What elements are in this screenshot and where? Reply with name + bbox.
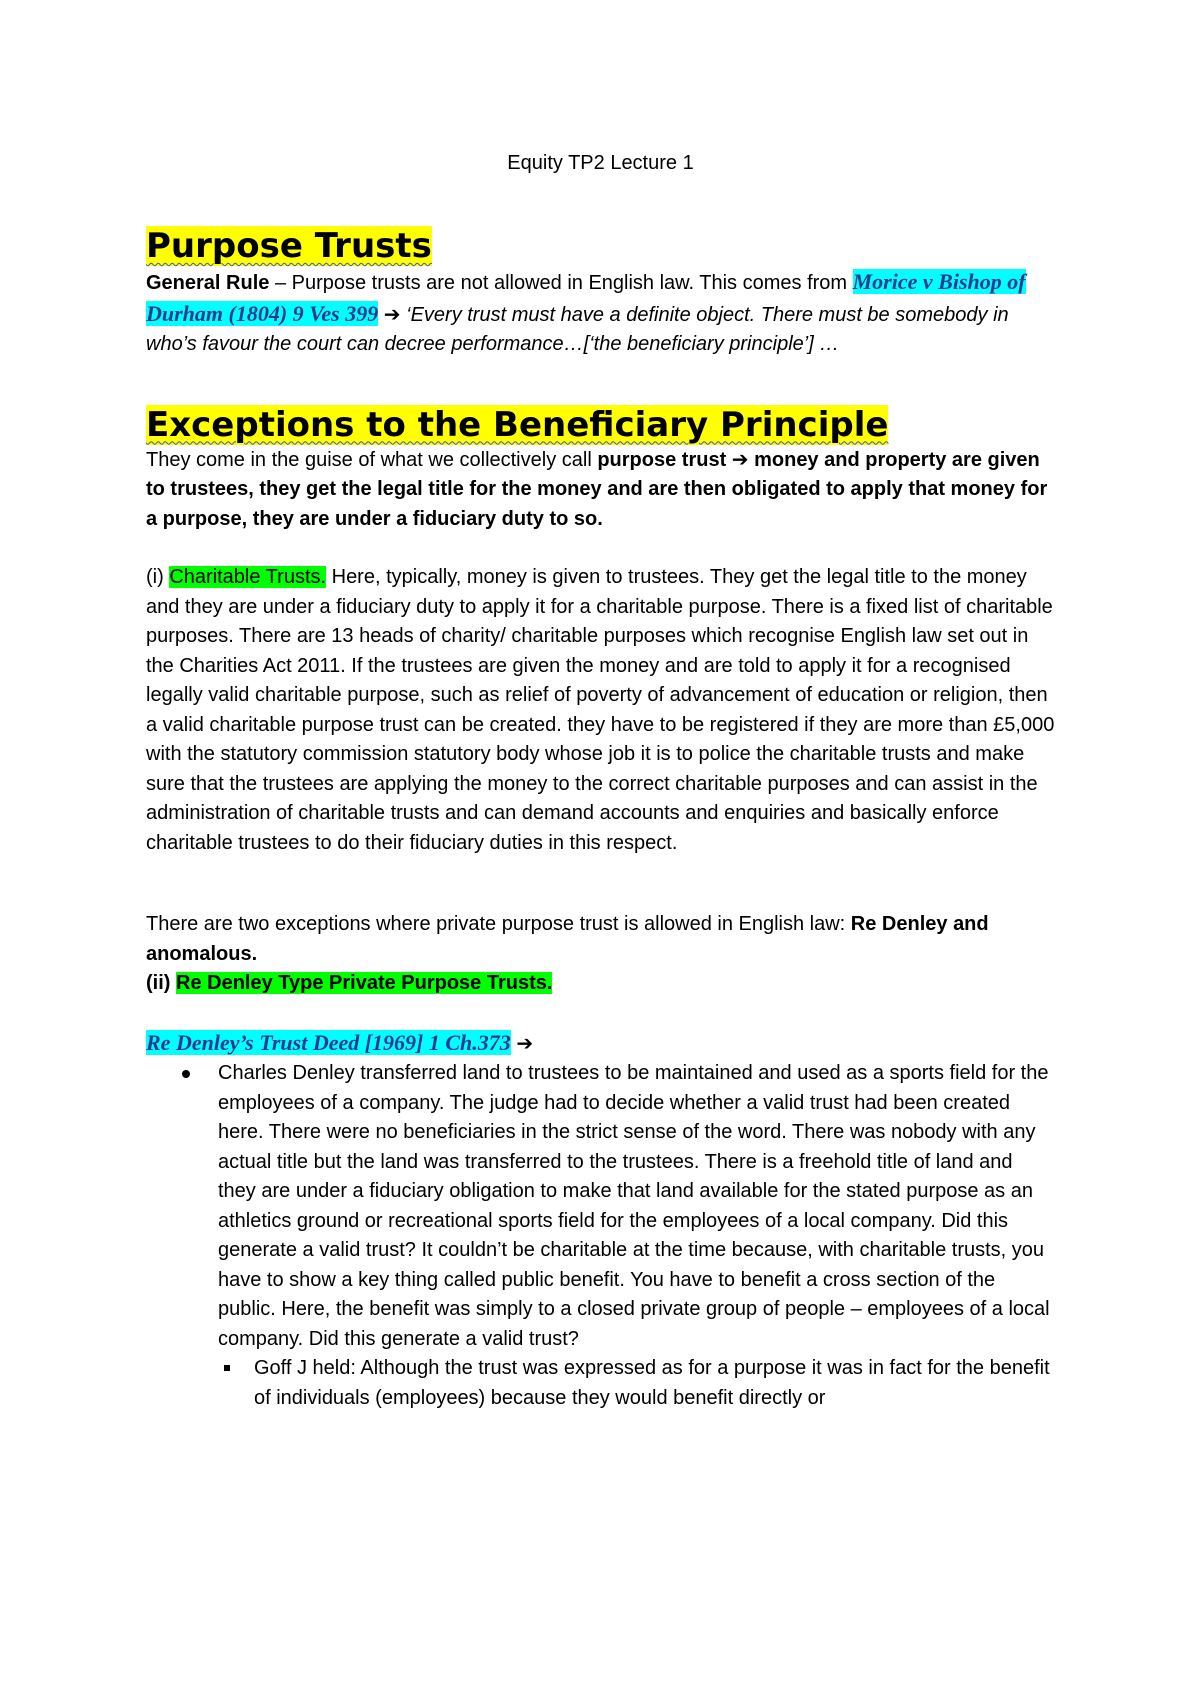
list-item <box>218 1059 1055 1413</box>
beneficiary-principle-quote: ‘Every trust must have a definite object. There must be somebody in who’s favour the court can decree performance…[‘the beneficiary principle’] … <box>146 303 1009 355</box>
arrow-icon: ➔ <box>510 1032 534 1055</box>
charitable-trusts-paragraph <box>146 563 1055 858</box>
charitable-trusts-text: Here, typically, money is given to trustees. They get the legal title to the money and they are under a fiduciary duty to apply it for a charitable purpose. There is a fixed list of charitable purposes. There are 13 heads of charity/ charitable purposes which recognise English law set out in the Charities Act 2011. If the trustees are given the money and are told to apply it for a recognised legally valid charitable purpose, such as relief of poverty of advancement of education or religion, then a valid charitable purpose trust can be created. they have to be registered if they are more than £5,000 with the statutory commission statutory body whose job it is to police the charitable trusts and make sure that the trustees are applying the money to the correct charitable purposes and can assist in the administration of charitable trusts and can demand accounts and enquiries and basically enforce charitable trustees to do their fiduciary duties in this respect. <box>146 566 1055 854</box>
exceptions-intro-bold: purpose trust ➔ money and property are given to trustees, they get the legal title for the money and are then obligated to apply that money for a purpose, they are under a fiduciary duty to so. <box>146 448 1048 530</box>
case-re-denley: Re Denley’s Trust Deed [1969] 1 Ch.373 <box>146 1029 511 1055</box>
square-bullet-icon <box>224 1365 230 1371</box>
charitable-trusts-label: Charitable Trusts. <box>169 566 327 588</box>
re-denley-label: Re Denley Type Private Purpose Trusts. <box>176 972 553 994</box>
bullet-icon <box>182 1070 190 1078</box>
bullet-text: Charles Denley transferred land to trustees to be maintained and used as a sports field for the employees of a company. The judge had to decide whether a valid trust had been created here. There were no beneficiaries in the strict sense of the word. There was nobody with any actual title but the land was transferred to the trustees. There is a freehold title of land and they are under a fiduciary obligation to make that land available for the stated purpose as an athletics ground or recreational sports field for the employees of a local company. Did this generate a valid trust? It couldn’t be charitable at the time because, with charitable trusts, you have to show a key thing called public benefit. You have to benefit a cross section of the public. Here, the benefit was simply to a closed private group of people – employees of a local company. Did this generate a valid trust? <box>218 1062 1050 1350</box>
re-denley-prefix: (ii) <box>146 972 176 994</box>
document-title: Equity TP2 Lecture 1 <box>507 152 694 174</box>
heading-exceptions-text: Exceptions to the Beneficiary Principle <box>146 404 889 445</box>
holding-text: Although the trust was expressed as for a purpose it was in fact for the benefit of individuals (employees) because they would benefit directly or <box>254 1357 1050 1409</box>
two-exceptions-bold: Re Denley and anomalous. <box>146 913 989 965</box>
exceptions-intro-paragraph <box>146 446 1055 535</box>
holding-label: Goff J held: <box>254 1357 356 1379</box>
two-exceptions-paragraph <box>146 910 1055 969</box>
two-exceptions-plain: There are two exceptions where private purpose trust is allowed in English law: <box>146 913 851 935</box>
general-rule-label: General Rule <box>146 272 270 294</box>
heading-exceptions <box>146 404 1055 446</box>
general-rule-text: – Purpose trusts are not allowed in English law. This comes from <box>269 272 853 294</box>
list-item <box>254 1354 1055 1413</box>
general-rule-paragraph <box>146 267 1055 360</box>
re-denley-case-line <box>146 1028 1055 1060</box>
charitable-prefix: (i) <box>146 566 170 588</box>
heading-purpose-trusts <box>146 225 1055 267</box>
case-morice: Morice v Bishop of Durham (1804) 9 Ves 399 <box>146 269 1026 326</box>
facts-list <box>146 1059 1055 1413</box>
holding-list <box>218 1354 1055 1413</box>
re-denley-heading <box>146 969 1055 999</box>
heading-purpose-trusts-text: Purpose Trusts <box>146 226 432 266</box>
arrow-icon: ➔ <box>378 303 407 326</box>
exceptions-intro-plain: They come in the guise of what we collectively call <box>146 448 598 471</box>
